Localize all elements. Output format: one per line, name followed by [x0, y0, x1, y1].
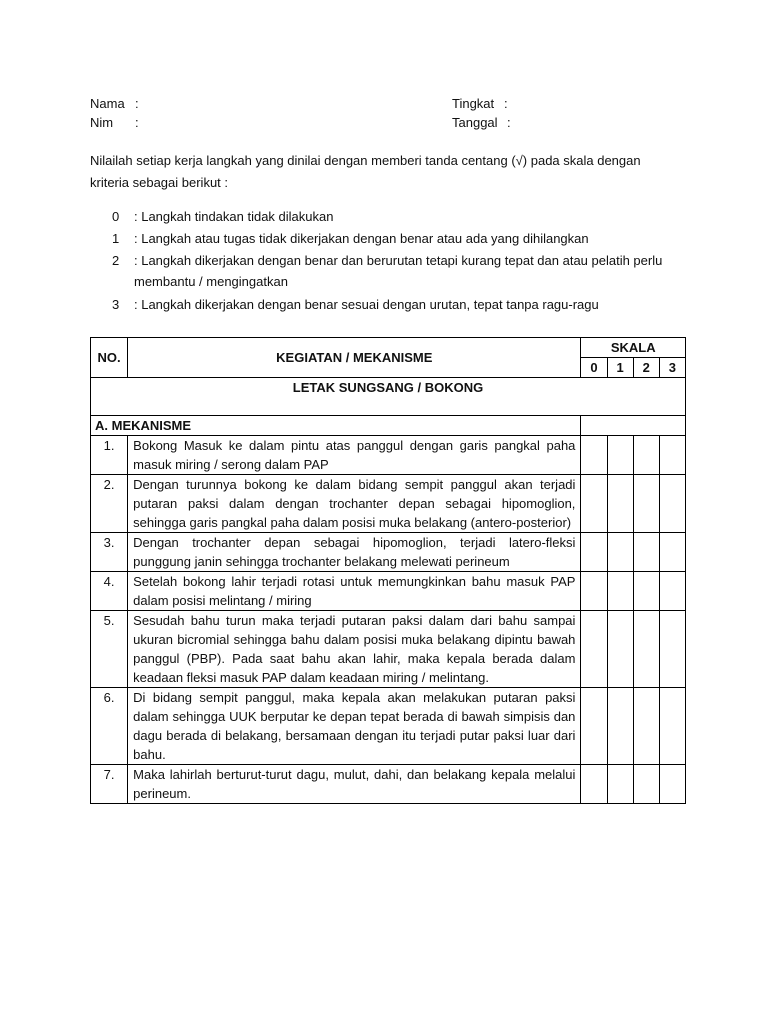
- row-number: 1.: [91, 436, 128, 475]
- table-header-row: [91, 338, 686, 358]
- criteria-text: : Langkah dikerjakan dengan benar dan berurutan tetapi kurang tepat dan atau pelatih perlu membantu / mengingatkan: [134, 253, 663, 289]
- score-cell-3[interactable]: [659, 436, 685, 475]
- row-activity: Dengan turunnya bokong ke dalam bidang sempit panggul akan terjadi putaran paksi dalam dengan trochanter depan sebagai hipomoglion, sehingga garis pangkal paha dalam posisi muka belakang (antero-posterior): [128, 475, 581, 533]
- criteria-number: 1: [112, 231, 120, 246]
- row-activity: Dengan trochanter depan sebagai hipomoglion, terjadi latero-fleksi punggung janin sehingga trochanter belakang melewati perineum: [128, 533, 581, 572]
- tingkat-label: Tingkat: [452, 96, 495, 111]
- row-activity: Maka lahirlah berturut-turut dagu, mulut, dahi, dan belakang kepala melalui perineum.: [128, 765, 581, 804]
- score-cell-1[interactable]: [607, 436, 633, 475]
- row-activity: Sesudah bahu turun maka terjadi putaran paksi dalam dari bahu sampai ukuran bicromial sehingga bahu dalam posisi muka belakang dipintu bawah panggul (PBP). Pada saat bahu akan lahir, maka kepala berada dalam keadaan fleksi masuk PAP dalam keadaan miring / melintang.: [128, 611, 581, 688]
- score-cell-3[interactable]: [659, 611, 685, 688]
- tingkat-field: [452, 94, 508, 113]
- score-cell-3[interactable]: [659, 765, 685, 804]
- score-cell-1[interactable]: [607, 765, 633, 804]
- header-no: NO.: [91, 338, 128, 378]
- score-cell-2[interactable]: [633, 572, 659, 611]
- criteria-number: 2: [112, 253, 120, 268]
- tingkat-colon: :: [504, 96, 508, 111]
- criteria-text: : Langkah atau tugas tidak dikerjakan dengan benar atau ada yang dihilangkan: [134, 231, 589, 246]
- score-cell-0[interactable]: [581, 475, 607, 533]
- score-cell-0[interactable]: [581, 436, 607, 475]
- section-title-row: [91, 378, 686, 416]
- score-cell-2[interactable]: [633, 436, 659, 475]
- score-cell-2[interactable]: [633, 533, 659, 572]
- table-row: [91, 572, 686, 611]
- criteria-text: : Langkah tindakan tidak dilakukan: [134, 209, 334, 224]
- section-title: LETAK SUNGSANG / BOKONG: [91, 378, 686, 416]
- instructions-text: Nilailah setiap kerja langkah yang dinilai dengan memberi tanda centang (√) pada skala dengan kriteria sebagai berikut :: [90, 153, 641, 190]
- score-cell-1[interactable]: [607, 572, 633, 611]
- score-cell-1[interactable]: [607, 533, 633, 572]
- score-cell-0[interactable]: [581, 572, 607, 611]
- table-row: [91, 765, 686, 804]
- tanggal-colon: :: [507, 115, 511, 130]
- score-cell-1[interactable]: [607, 688, 633, 765]
- table-row: [91, 533, 686, 572]
- scale-1: 1: [607, 358, 633, 378]
- score-cell-0[interactable]: [581, 533, 607, 572]
- row-number: 5.: [91, 611, 128, 688]
- scale-3: 3: [659, 358, 685, 378]
- criteria-text: : Langkah dikerjakan dengan benar sesuai dengan urutan, tepat tanpa ragu-ragu: [134, 297, 599, 312]
- table-row: [91, 688, 686, 765]
- row-number: 3.: [91, 533, 128, 572]
- score-cell-2[interactable]: [633, 688, 659, 765]
- row-activity: Bokong Masuk ke dalam pintu atas panggul dengan garis pangkal paha masuk miring / serong dalam PAP: [128, 436, 581, 475]
- header-scale: SKALA: [581, 338, 686, 358]
- nama-colon: :: [135, 96, 139, 111]
- row-number: 2.: [91, 475, 128, 533]
- score-cell-2[interactable]: [633, 765, 659, 804]
- score-cell-0[interactable]: [581, 611, 607, 688]
- score-cell-0[interactable]: [581, 765, 607, 804]
- subsection-title: A. MEKANISME: [91, 416, 581, 436]
- score-cell-3[interactable]: [659, 475, 685, 533]
- score-cell-3[interactable]: [659, 688, 685, 765]
- tanggal-label: Tanggal: [452, 115, 498, 130]
- score-cell-2[interactable]: [633, 611, 659, 688]
- score-cell-1[interactable]: [607, 475, 633, 533]
- table-row: [91, 611, 686, 688]
- row-number: 7.: [91, 765, 128, 804]
- row-number: 4.: [91, 572, 128, 611]
- subsection-scale-cell: [581, 416, 686, 436]
- nama-label: Nama: [90, 96, 125, 111]
- score-cell-3[interactable]: [659, 533, 685, 572]
- row-activity: Di bidang sempit panggul, maka kepala akan melakukan putaran paksi dalam sehingga UUK berputar ke depan tepat berada di bawah simpisis dan dagu berada di belakang, bersamaan dengan itu terjadi putar paksi luar dari bahu.: [128, 688, 581, 765]
- score-cell-2[interactable]: [633, 475, 659, 533]
- nim-colon: :: [135, 115, 139, 130]
- row-activity: Setelah bokong lahir terjadi rotasi untuk memungkinkan bahu masuk PAP dalam posisi melintang / miring: [128, 572, 581, 611]
- nim-label: Nim: [90, 115, 114, 130]
- score-cell-3[interactable]: [659, 572, 685, 611]
- header-activity: KEGIATAN / MEKANISME: [128, 338, 581, 378]
- score-cell-1[interactable]: [607, 611, 633, 688]
- tanggal-field: [452, 113, 511, 132]
- criteria-number: 3: [112, 297, 120, 312]
- subsection-row: [91, 416, 686, 436]
- criteria-number: 0: [112, 209, 120, 224]
- nim-field: [90, 113, 139, 132]
- scale-2: 2: [633, 358, 659, 378]
- score-cell-0[interactable]: [581, 688, 607, 765]
- scale-0: 0: [581, 358, 607, 378]
- row-number: 6.: [91, 688, 128, 765]
- nama-field: [90, 94, 139, 113]
- table-row: [91, 475, 686, 533]
- assessment-table: [90, 337, 686, 804]
- table-row: [91, 436, 686, 475]
